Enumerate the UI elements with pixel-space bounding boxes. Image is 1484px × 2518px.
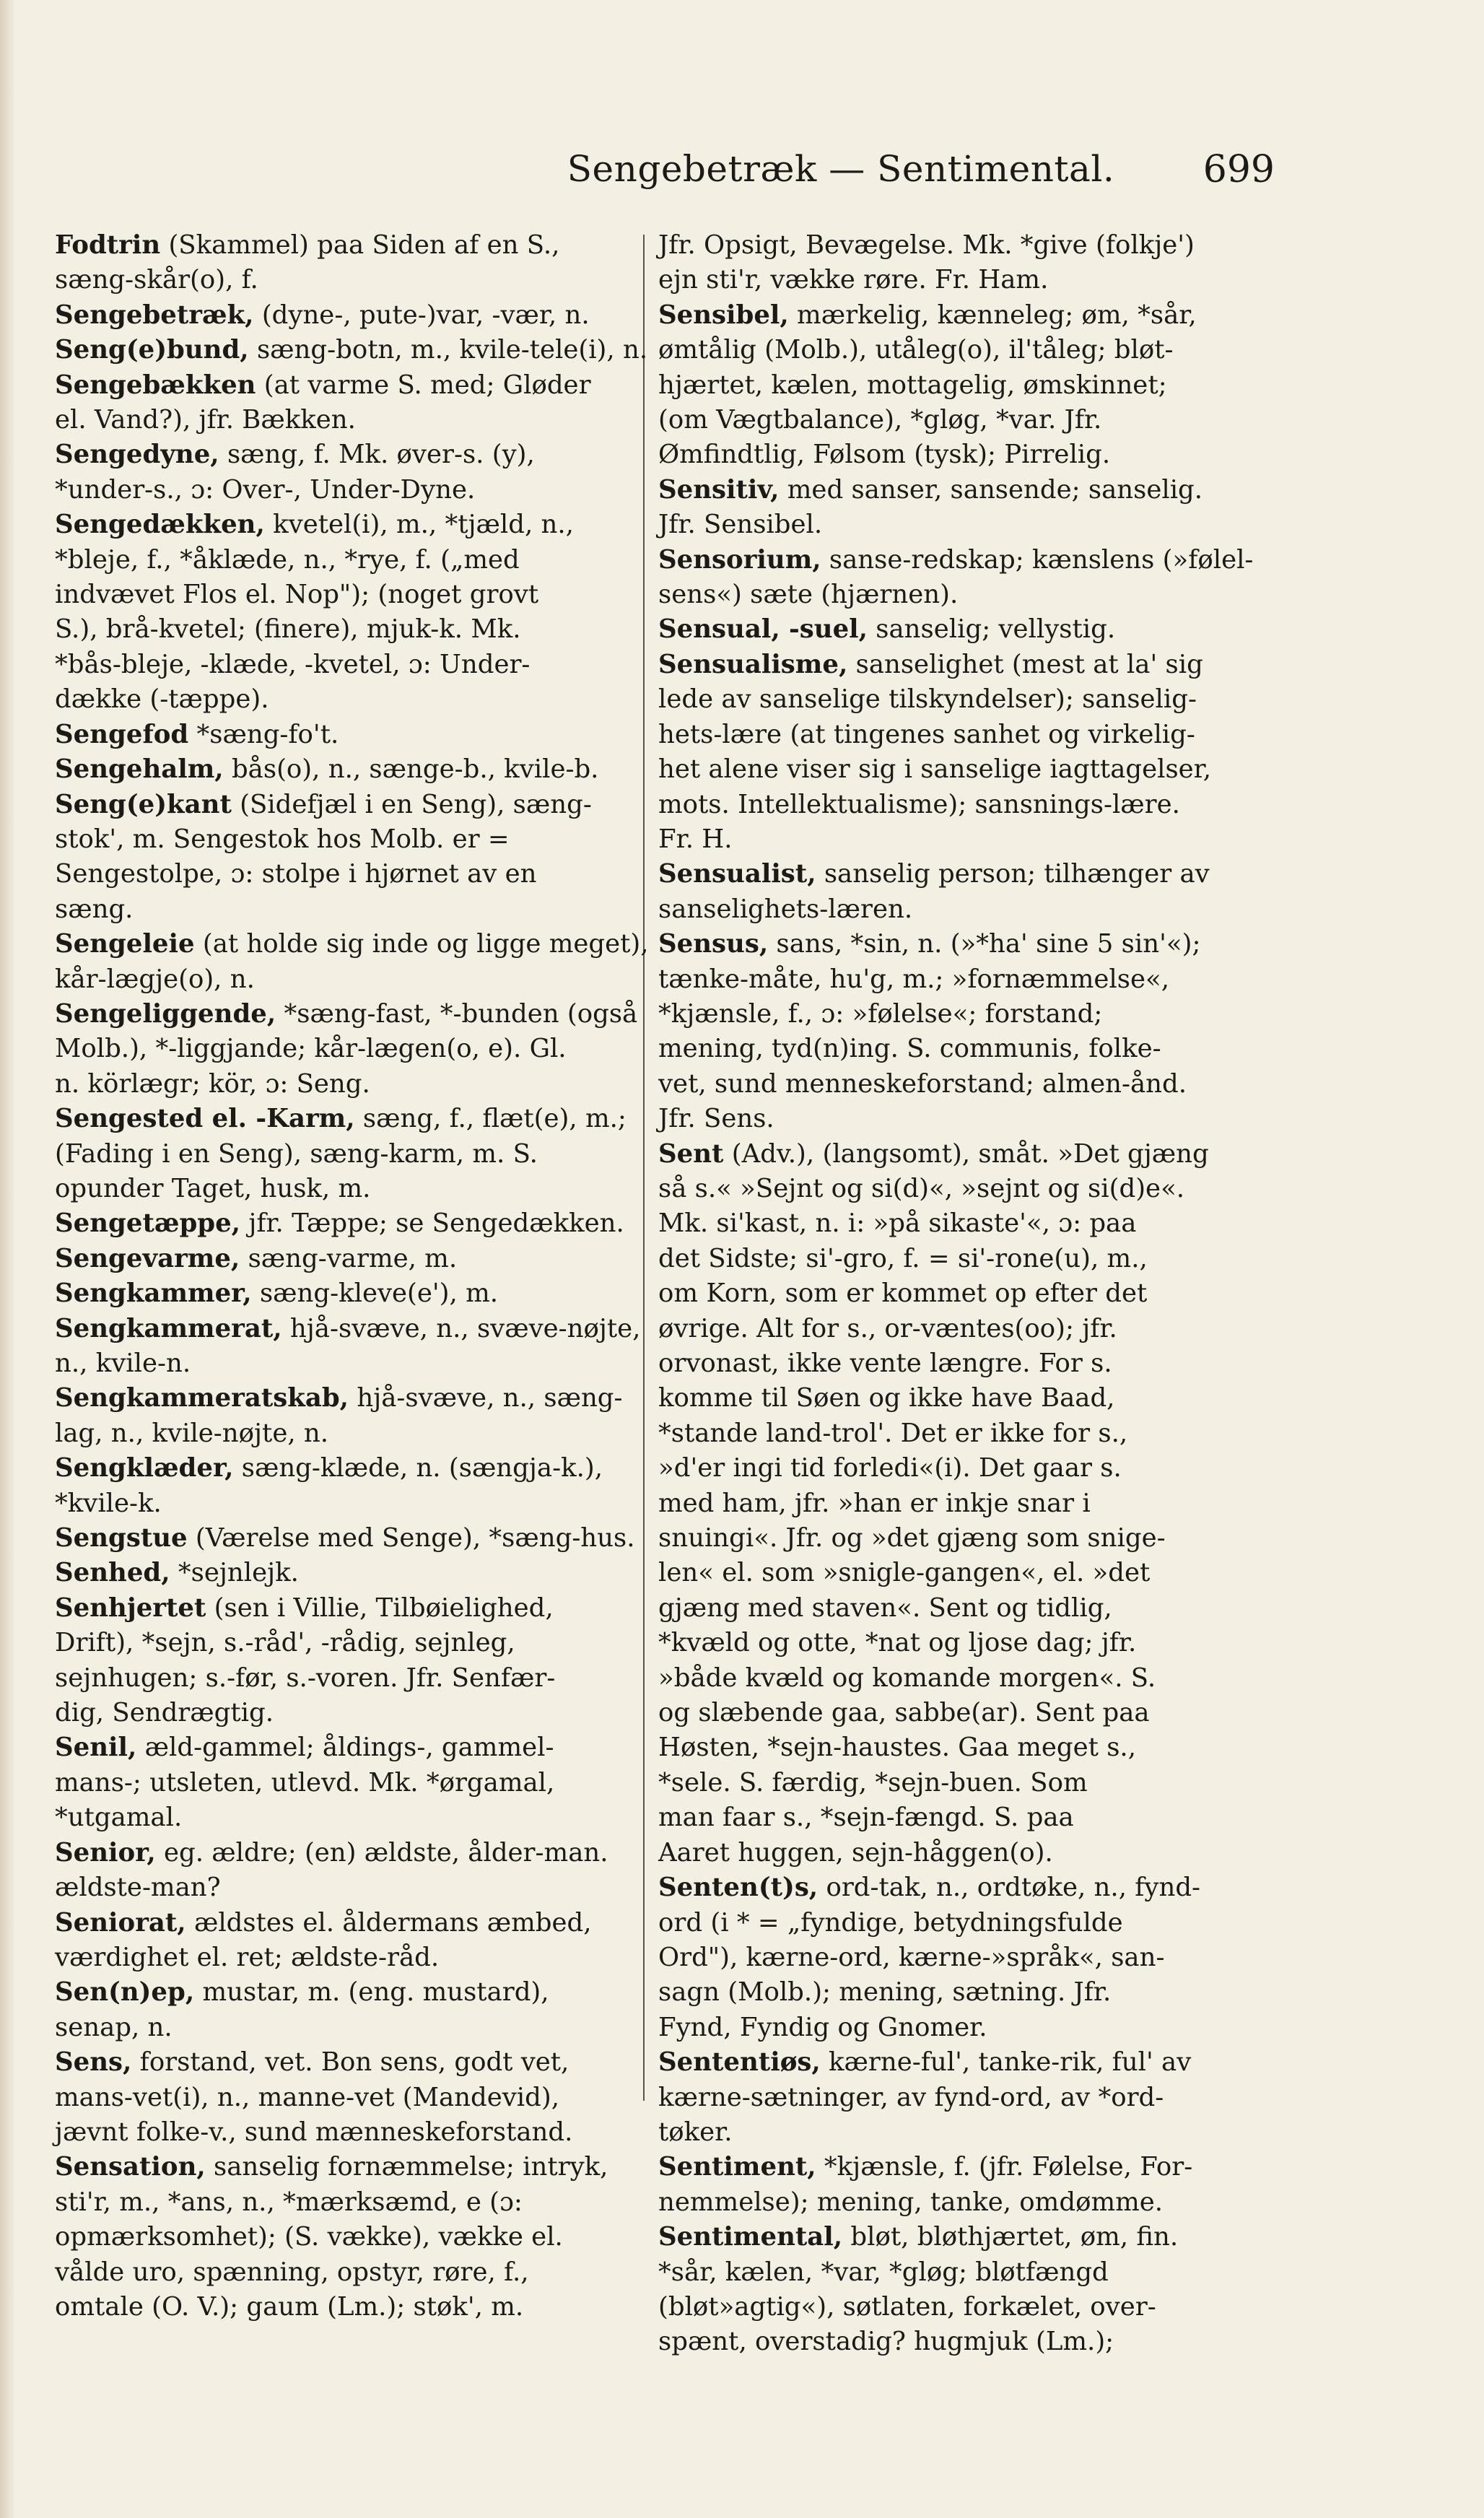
text-line: Ord"), kærne-ord, kærne-»språk«, san-	[658, 1942, 1165, 1972]
text-line: het alene viser sig i sanselige iagttagelser,	[658, 754, 1212, 785]
text-line: sens«) sæte (hjærnen).	[658, 580, 959, 610]
definition-text: bås(o), n., sænge-b., kvile-b.	[223, 754, 599, 785]
headword: Sengedækken,	[55, 510, 265, 540]
definition-text: mærkelig, kænneleg; øm, *sår,	[788, 300, 1197, 330]
headword: Sengeleie	[55, 929, 195, 959]
text-line: *sele. S. færdig, *sejn-buen. Som	[658, 1767, 1088, 1798]
text-line: *bås-bleje, -klæde, -kvetel, ɔ: Under-	[55, 649, 531, 679]
text-line: el. Vand?), jfr. Bækken.	[55, 405, 356, 435]
headword: Sensualisme,	[658, 649, 848, 679]
definition-text: (sen i Villie, Tilbøielighed,	[206, 1593, 554, 1623]
definition-text: sæng-varme, m.	[240, 1243, 458, 1273]
text-line: omtale (O. V.); gaum (Lm.); støk', m.	[55, 2291, 524, 2322]
headword: Sengested el. -Karm,	[55, 1104, 355, 1134]
column-divider	[643, 235, 645, 2101]
right-column	[658, 228, 1275, 2360]
text-line: *utgamal.	[55, 1803, 183, 1833]
text-line	[55, 752, 631, 787]
text-line: opmærksomhet); (S. vække), vække el.	[55, 2222, 563, 2252]
text-line	[658, 648, 1275, 682]
text-line	[55, 368, 631, 403]
text-line: mening, tyd(n)ing. S. communis, folke-	[658, 1034, 1161, 1064]
headword: Sens,	[55, 2047, 132, 2078]
definition-text: med sanser, sansende; sanselig.	[779, 474, 1203, 505]
definition-text: *kjænsle, f. (jfr. Følelse, For-	[816, 2152, 1193, 2182]
text-line: S.), brå-kvetel; (finere), mjuk-k. Mk.	[55, 614, 521, 645]
page-number: 699	[1203, 148, 1275, 191]
running-header: Sengebetræk — Sentimental.	[567, 148, 1115, 190]
text-line	[55, 333, 648, 367]
text-line: opunder Taget, husk, m.	[55, 1173, 371, 1203]
headword: Fodtrin	[55, 230, 161, 260]
text-line: (om Vægtbalance), *gløg, *var. Jfr.	[658, 405, 1102, 435]
text-line: len« el. som »snigle-gangen«, el. »det	[658, 1558, 1151, 1588]
text-line: ejn sti'r, vække røre. Fr. Ham.	[658, 265, 1049, 295]
definition-text: ældstes el. åldermans æmbed,	[186, 1907, 592, 1938]
text-line: Molb.), *-liggjande; kår-lægen(o, e). Gl.	[55, 1034, 567, 1064]
headword: Sengedyne,	[55, 440, 219, 470]
headword: Sengkammeratskab,	[55, 1383, 349, 1413]
definition-text: (at holde sig inde og ligge meget),	[194, 929, 649, 959]
definition-text: *sæng-fast, *-bunden (også	[276, 998, 638, 1029]
text-line: med ham, jfr. »han er inkje snar i	[658, 1488, 1091, 1518]
headword: Sengebækken	[55, 370, 256, 400]
headword: Sentimental,	[658, 2222, 843, 2252]
text-line	[55, 2045, 631, 2080]
text-line: dække (-tæppe).	[55, 684, 269, 715]
definition-text: sæng, f. Mk. øver-s. (y),	[219, 440, 535, 470]
text-line: indvævet Flos el. Nop"); (noget grovt	[55, 580, 539, 610]
headword: Sensitiv,	[658, 474, 780, 505]
page-edge	[0, 0, 16, 2518]
text-line: *sår, kælen, *var, *gløg; bløtfængd	[658, 2257, 1109, 2287]
text-line: så s.« »Sejnt og si(d)«, »sejnt og si(d)e«.	[658, 1173, 1185, 1203]
text-line	[55, 1206, 631, 1241]
text-line: tænke-måte, hu'g, m.; »fornæmmelse«,	[658, 964, 1170, 994]
text-line	[658, 927, 1275, 962]
text-line	[658, 612, 1275, 647]
definition-text: *sæng-fo't.	[188, 719, 339, 749]
headword: Sen(n)ep,	[55, 1977, 195, 2008]
text-line: sagn (Molb.); mening, sætning. Jfr.	[658, 1977, 1112, 2008]
text-line: Jfr. Sens.	[658, 1104, 774, 1134]
headword: Sensorium,	[658, 544, 821, 575]
text-line: og slæbende gaa, sabbe(ar). Sent paa	[658, 1698, 1150, 1728]
text-line	[658, 1137, 1275, 1172]
headword: Sensation,	[55, 2152, 206, 2182]
text-line	[55, 1521, 635, 1556]
text-line: Jfr. Opsigt, Bevægelse. Mk. *give (folkje')	[658, 230, 1195, 260]
text-line	[55, 228, 631, 263]
text-line: *kjænsle, f., ɔ: »følelse«; forstand;	[658, 998, 1103, 1029]
definition-text: hjå-svæve, n., svæve-nøjte,	[281, 1313, 641, 1343]
headword: Sengehalm,	[55, 754, 224, 785]
text-line: snuingi«. Jfr. og »det gjæng som snige-	[658, 1523, 1166, 1554]
text-line	[658, 1870, 1275, 1905]
text-line: (bløt»agtig«), søtlaten, forkælet, over-	[658, 2291, 1156, 2322]
text-line	[55, 997, 638, 1032]
definition-text: æld-gammel; åldings-, gammel-	[136, 1733, 554, 1763]
text-line: Fynd, Fyndig og Gnomer.	[658, 2012, 987, 2042]
definition-text: eg. ældre; (en) ældste, ålder-man.	[155, 1837, 608, 1868]
definition-text: mustar, m. (eng. mustard),	[194, 1977, 549, 2008]
text-line	[55, 927, 649, 962]
definition-text: kvetel(i), m., *tjæld, n.,	[264, 510, 574, 540]
definition-text: sæng-kleve(e'), m.	[251, 1278, 499, 1309]
text-line	[55, 298, 631, 333]
text-line: Fr. H.	[658, 824, 733, 854]
definition-text: sanselighet (mest at la' sig	[847, 649, 1203, 679]
text-line: sæng.	[55, 894, 134, 924]
text-line	[658, 298, 1275, 333]
definition-text: (Sidefjæl i en Seng), sæng-	[231, 789, 592, 819]
text-line: Mk. si'kast, n. i: »på sikaste'«, ɔ: paa	[658, 1208, 1137, 1239]
text-line: mans-vet(i), n., manne-vet (Mandevid),	[55, 2082, 559, 2112]
definition-text: (Værelse med Senge), *sæng-hus.	[187, 1523, 635, 1554]
text-line: ømtålig (Molb.), utåleg(o), il'tåleg; bløt-	[658, 335, 1174, 365]
definition-text: forstand, vet. Bon sens, godt vet,	[131, 2047, 569, 2078]
text-line: om Korn, som er kommet op efter det	[658, 1278, 1148, 1309]
definition-text: ord-tak, n., ordtøke, n., fynd-	[818, 1873, 1201, 1903]
definition-text: sæng, f., flæt(e), m.;	[354, 1104, 627, 1134]
text-line: lag, n., kvile-nøjte, n.	[55, 1418, 329, 1448]
definition-text: sanselig person; tilhænger av	[816, 859, 1210, 889]
text-line	[55, 1451, 631, 1486]
text-line	[658, 2220, 1275, 2255]
text-line: orvonast, ikke vente længre. For s.	[658, 1349, 1112, 1378]
text-line	[55, 1242, 631, 1276]
definition-text: hjå-svæve, n., sæng-	[349, 1383, 623, 1413]
text-line: nemmelse); mening, tanke, omdømme.	[658, 2187, 1164, 2217]
text-line	[55, 788, 631, 822]
text-line	[55, 1975, 631, 2010]
text-line: Drift), *sejn, s.-råd', -rådig, sejnleg,	[55, 1628, 515, 1658]
definition-text: sæng-botn, m., kvile-tele(i), n.	[248, 335, 648, 365]
text-line	[55, 1556, 631, 1590]
headword: Sentiment,	[658, 2152, 816, 2182]
text-line: komme til Søen og ikke have Baad,	[658, 1383, 1115, 1413]
text-line: kår-lægje(o), n.	[55, 964, 255, 994]
text-line: *kvile-k.	[55, 1488, 162, 1518]
headword: Senil,	[55, 1733, 137, 1763]
text-line: hjærtet, kælen, mottagelig, ømskinnet;	[658, 370, 1167, 400]
text-line	[658, 543, 1275, 578]
text-line	[55, 1312, 641, 1346]
text-line	[55, 1591, 631, 1626]
text-line	[55, 507, 631, 542]
text-line: mans-; utsleten, utlevd. Mk. *ørgamal,	[55, 1767, 555, 1798]
definition-text: *sejnlejk.	[170, 1558, 299, 1588]
headword: Senten(t)s,	[658, 1873, 819, 1903]
text-line: øvrige. Alt for s., or-væntes(oo); jfr.	[658, 1313, 1117, 1343]
text-line	[55, 437, 631, 472]
text-line: *bleje, f., *åklæde, n., *rye, f. („med	[55, 544, 520, 575]
text-line: mots. Intellektualisme); sansnings-lære.	[658, 789, 1180, 819]
text-line: sejnhugen; s.-før, s.-voren. Jfr. Senfær-	[55, 1663, 556, 1693]
text-line: Jfr. Sensibel.	[658, 510, 823, 540]
definition-text: (at varme S. med; Gløder	[256, 370, 591, 400]
text-line	[55, 1730, 631, 1765]
text-line: spænt, overstadig? hugmjuk (Lm.);	[658, 2327, 1114, 2357]
text-line: lede av sanselige tilskyndelser); sanselig-	[658, 684, 1197, 715]
text-line: Ømfindtlig, Følsom (tysk); Pirrelig.	[658, 440, 1111, 470]
headword: Senhed,	[55, 1558, 170, 1588]
headword: Sent	[658, 1138, 724, 1169]
definition-text: (Adv.), (langsomt), småt. »Det gjæng	[723, 1138, 1209, 1169]
left-column	[55, 228, 649, 2325]
text-line: »d'er ingi tid forledi«(i). Det gaar s.	[658, 1453, 1122, 1484]
text-line: hets-lære (at tingenes sanhet og virkelig-	[658, 719, 1195, 749]
text-line	[55, 2150, 631, 2184]
definition-text: sans, *sin, n. (»*ha' sine 5 sin'«);	[768, 929, 1201, 959]
text-line	[55, 1836, 631, 1870]
text-line: kærne-sætninger, av fynd-ord, av *ord-	[658, 2082, 1164, 2112]
text-line: sanselighets-læren.	[658, 894, 913, 924]
headword: Sensualist,	[658, 859, 816, 889]
text-line	[658, 2150, 1275, 2184]
text-line: (Fading i en Seng), sæng-karm, m. S.	[55, 1138, 538, 1169]
text-line: vålde uro, spænning, opstyr, røre, f.,	[55, 2257, 529, 2287]
definition-text: jfr. Tæppe; se Sengedækken.	[240, 1208, 624, 1239]
definition-text: sanse-redskap; kænslens (»følel-	[821, 544, 1254, 575]
headword: Seniorat,	[55, 1907, 186, 1938]
text-line: »både kvæld og komande morgen«. S.	[658, 1663, 1156, 1693]
text-line	[55, 1381, 631, 1416]
headword: Sengklæder,	[55, 1453, 234, 1484]
text-line: *stande land-trol'. Det er ikke for s.,	[658, 1418, 1128, 1448]
text-line: senap, n.	[55, 2012, 173, 2042]
definition-text: sanselig fornæmmelse; intryk,	[205, 2152, 608, 2182]
definition-text: kærne-ful', tanke-rik, ful' av	[820, 2047, 1192, 2078]
headword: Sententiøs,	[658, 2047, 821, 2078]
text-line: n., kvile-n.	[55, 1349, 191, 1378]
headword: Sengevarme,	[55, 1243, 240, 1273]
definition-text: bløt, bløthjærtet, øm, fin.	[842, 2222, 1179, 2252]
text-line: jævnt folke-v., sund mænneskeforstand.	[55, 2117, 573, 2147]
text-line	[55, 1102, 631, 1136]
headword: Senior,	[55, 1837, 156, 1868]
headword: Sensual, -suel,	[658, 614, 868, 645]
definition-text: (Skammel) paa Siden af en S.,	[160, 230, 560, 260]
headword: Senhjertet	[55, 1593, 206, 1623]
text-line: det Sidste; si'-gro, f. = si'-rone(u), m.,	[658, 1243, 1148, 1273]
headword: Seng(e)bund,	[55, 335, 249, 365]
text-line: n. körlægr; kör, ɔ: Seng.	[55, 1068, 370, 1099]
text-line	[55, 1906, 631, 1940]
headword: Sensibel,	[658, 300, 789, 330]
text-line: gjæng med staven«. Sent og tidlig,	[658, 1593, 1112, 1623]
text-line	[658, 857, 1275, 892]
text-line: Sengestolpe, ɔ: stolpe i hjørnet av en	[55, 859, 537, 889]
text-line: værdighet el. ret; ældste-råd.	[55, 1942, 440, 1972]
headword: Sengkammerat,	[55, 1313, 282, 1343]
headword: Sengebetræk,	[55, 300, 254, 330]
definition-text: sanselig; vellystig.	[868, 614, 1116, 645]
text-line: vet, sund menneskeforstand; almen-ånd.	[658, 1068, 1187, 1099]
headword: Sensus,	[658, 929, 769, 959]
text-line: Aaret huggen, sejn-håggen(o).	[658, 1837, 1053, 1868]
text-line	[658, 473, 1275, 507]
text-line: sti'r, m., *ans, n., *mærksæmd, e (ɔ:	[55, 2187, 523, 2217]
text-line	[55, 718, 631, 752]
headword: Sengeliggende,	[55, 998, 276, 1029]
headword: Sengkammer,	[55, 1278, 252, 1309]
text-line: Høsten, *sejn-haustes. Gaa meget s.,	[658, 1733, 1136, 1763]
text-line	[55, 1276, 631, 1311]
text-line: ældste-man?	[55, 1873, 221, 1903]
headword: Sengstue	[55, 1523, 188, 1554]
headword: Sengefod	[55, 719, 189, 749]
headword: Sengetæppe,	[55, 1208, 241, 1239]
text-line: ord (i * = „fyndige, betydningsfulde	[658, 1907, 1123, 1938]
text-line: stok', m. Sengestok hos Molb. er =	[55, 824, 510, 854]
text-line: dig, Sendrægtig.	[55, 1698, 274, 1728]
definition-text: (dyne-, pute-)var, -vær, n.	[253, 300, 590, 330]
text-line: sæng-skår(o), f.	[55, 265, 258, 295]
headword: Seng(e)kant	[55, 789, 232, 819]
text-line: *kvæld og otte, *nat og ljose dag; jfr.	[658, 1628, 1137, 1658]
text-line	[658, 2045, 1275, 2080]
definition-text: sæng-klæde, n. (sængja-k.),	[233, 1453, 603, 1484]
text-line: man faar s., *sejn-fængd. S. paa	[658, 1803, 1074, 1833]
text-line: tøker.	[658, 2117, 733, 2147]
text-line: *under-s., ɔ: Over-, Under-Dyne.	[55, 474, 476, 505]
